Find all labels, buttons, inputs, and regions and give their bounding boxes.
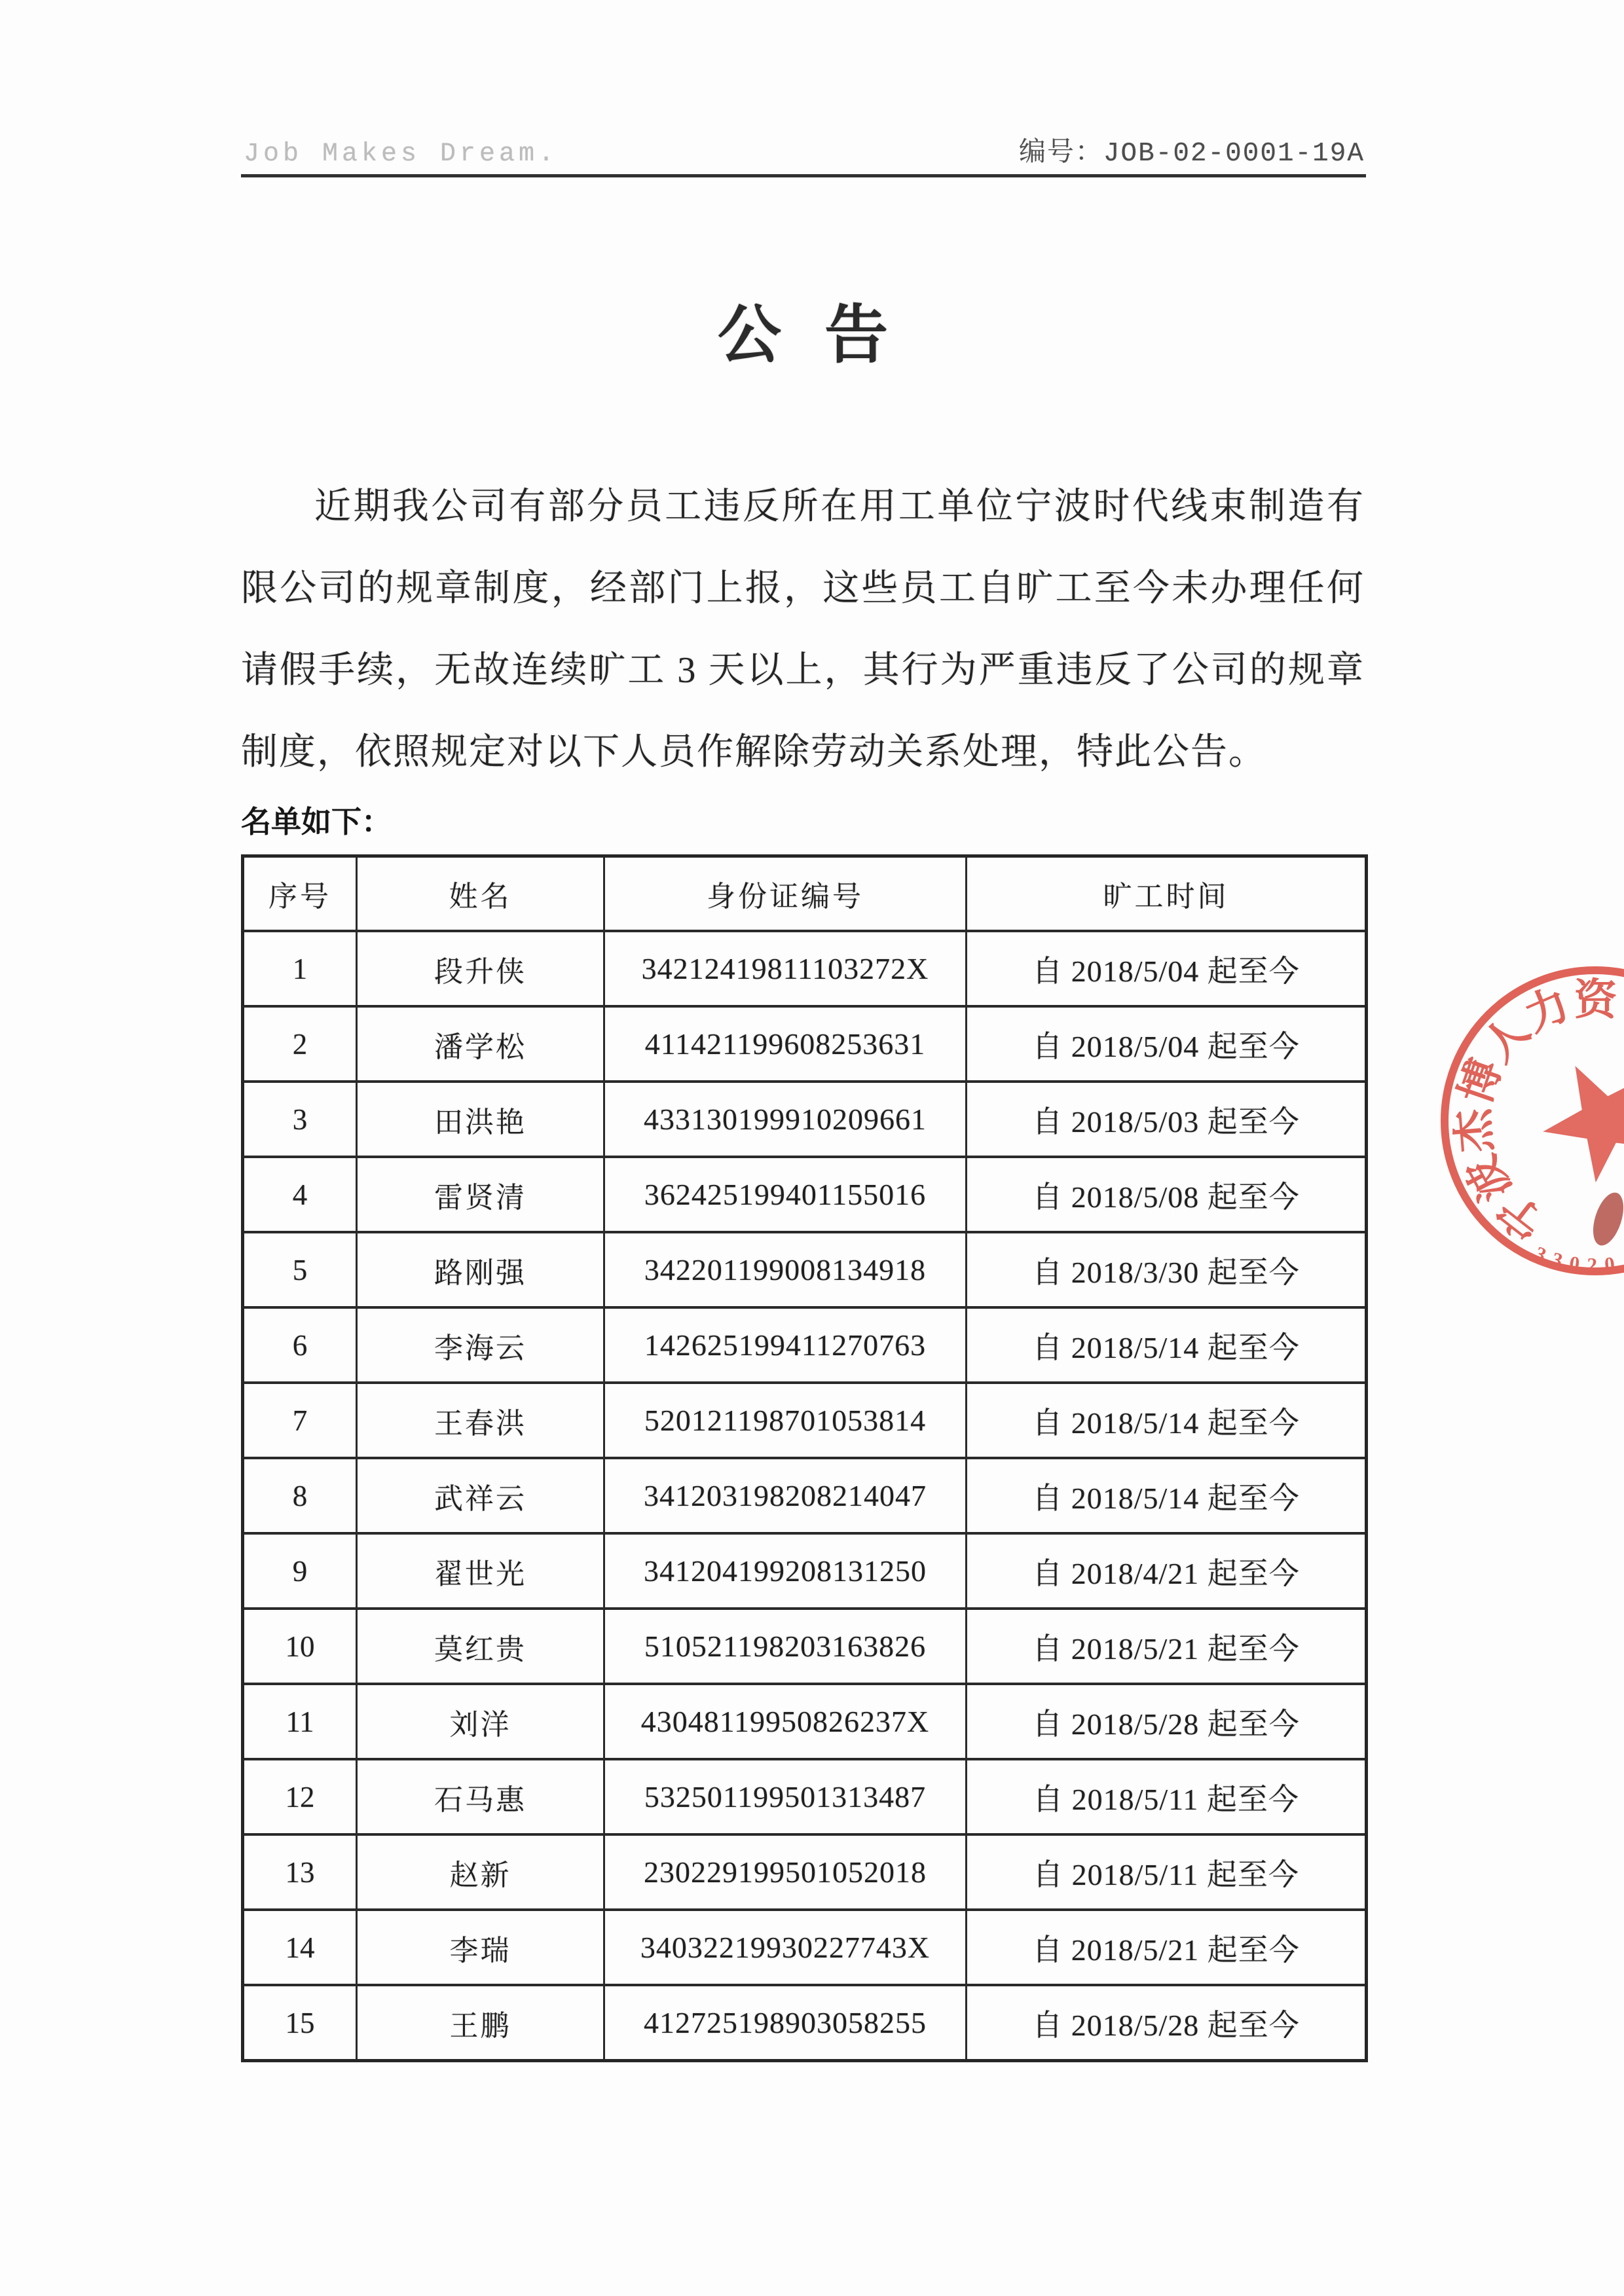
svg-text:0: 0	[1568, 1251, 1583, 1276]
cell-id: 341204199208131250	[604, 1533, 967, 1609]
cell-id: 142625199411270763	[604, 1307, 967, 1383]
cell-date: 自 2018/5/14 起至今	[967, 1383, 1367, 1458]
cell-seq: 5	[243, 1232, 357, 1307]
cell-name: 雷贤清	[357, 1157, 604, 1232]
header-cell-seq: 序号	[243, 856, 357, 932]
svg-text:3: 3	[1549, 1247, 1567, 1273]
cell-seq: 1	[243, 931, 357, 1006]
table-row	[243, 1609, 1367, 1684]
header-doc-number: 编号：JOB-02-0001-19A	[1018, 139, 1365, 169]
svg-text:宁: 宁	[1489, 1183, 1553, 1248]
cell-id: 412725198903058255	[604, 1985, 967, 2061]
cell-id: 342201199008134918	[604, 1232, 967, 1307]
cell-name: 路刚强	[357, 1232, 604, 1307]
cell-date: 自 2018/5/08 起至今	[967, 1157, 1367, 1232]
cell-id: 43048119950826237X	[604, 1684, 967, 1759]
stamp-arc-text	[1449, 976, 1618, 1248]
cell-seq: 13	[243, 1834, 357, 1910]
svg-text:2: 2	[1587, 1253, 1599, 1277]
cell-name: 王鹏	[357, 1985, 604, 2061]
cell-seq: 9	[243, 1533, 357, 1609]
cell-name: 赵新	[357, 1834, 604, 1910]
table-row	[243, 1006, 1367, 1082]
header-slogan: Job Makes Dream.	[244, 139, 559, 169]
svg-text:波: 波	[1458, 1147, 1521, 1209]
cell-id: 510521198203163826	[604, 1609, 967, 1684]
table-row	[243, 1910, 1367, 1985]
cell-seq: 12	[243, 1759, 357, 1834]
cell-id: 362425199401155016	[604, 1157, 967, 1232]
svg-text:0: 0	[1603, 1252, 1617, 1277]
svg-text:力: 力	[1517, 979, 1577, 1041]
cell-seq: 7	[243, 1383, 357, 1458]
cell-date: 自 2018/5/21 起至今	[967, 1609, 1367, 1684]
table-row	[243, 1985, 1367, 2061]
cell-name: 田洪艳	[357, 1082, 604, 1157]
table-row	[243, 1458, 1367, 1533]
stamp-svg	[1431, 957, 1624, 1285]
cell-id: 230229199501052018	[604, 1834, 967, 1910]
cell-seq: 2	[243, 1006, 357, 1082]
table-row	[243, 931, 1367, 1006]
cell-name: 李海云	[357, 1307, 604, 1383]
cell-id: 532501199501313487	[604, 1759, 967, 1834]
cell-date: 自 2018/5/04 起至今	[967, 1006, 1367, 1082]
cell-date: 自 2018/5/04 起至今	[967, 931, 1367, 1006]
cell-id: 520121198701053814	[604, 1383, 967, 1458]
cell-name: 武祥云	[357, 1458, 604, 1533]
cell-name: 刘洋	[357, 1684, 604, 1759]
table-row	[243, 1684, 1367, 1759]
table-row	[243, 1232, 1367, 1307]
cell-id: 411421199608253631	[604, 1006, 967, 1082]
header-cell-id: 身份证编号	[604, 856, 967, 932]
svg-text:杰: 杰	[1449, 1106, 1501, 1154]
company-stamp	[1431, 957, 1624, 1285]
cell-id: 341203198208214047	[604, 1458, 967, 1533]
cell-seq: 15	[243, 1985, 357, 2061]
cell-id: 433130199910209661	[604, 1082, 967, 1157]
table-row	[243, 1383, 1367, 1458]
stamp-star-icon	[1543, 1066, 1624, 1182]
table-row	[243, 1834, 1367, 1910]
svg-text:博: 博	[1451, 1053, 1511, 1110]
cell-date: 自 2018/5/14 起至今	[967, 1307, 1367, 1383]
cell-seq: 10	[243, 1609, 357, 1684]
header-cell-name: 姓名	[357, 856, 604, 932]
body-paragraph: 近期我公司有部分员工违反所在用工单位宁波时代线束制造有限公司的规章制度，经部门上报，这些员工自旷工至今未办理任何请假手续，无故连续旷工 3 天以上，其行为严重违反了公司的规章制度，依照规定对以下人员作解除劳动关系处理，特此公告。	[241, 486, 1365, 773]
table-row	[243, 1533, 1367, 1609]
roster-table	[241, 854, 1368, 2062]
cell-name: 潘学松	[357, 1006, 604, 1082]
cell-seq: 14	[243, 1910, 357, 1985]
cell-date: 自 2018/3/30 起至今	[967, 1232, 1367, 1307]
cell-date: 自 2018/5/11 起至今	[967, 1759, 1367, 1834]
table-row	[243, 1759, 1367, 1834]
cell-id: 34212419811103272X	[604, 931, 967, 1006]
doc-title: 公 告	[717, 301, 889, 371]
cell-seq: 6	[243, 1307, 357, 1383]
stamp-code	[1532, 1241, 1617, 1276]
cell-date: 自 2018/5/11 起至今	[967, 1834, 1367, 1910]
cell-date: 自 2018/5/21 起至今	[967, 1910, 1367, 1985]
cell-name: 石马惠	[357, 1759, 604, 1834]
cell-date: 自 2018/5/28 起至今	[967, 1684, 1367, 1759]
cell-seq: 8	[243, 1458, 357, 1533]
cell-name: 段升侠	[357, 931, 604, 1006]
header-cell-date: 旷工时间	[967, 856, 1367, 932]
cell-id: 34032219930227743X	[604, 1910, 967, 1985]
svg-text:资: 资	[1574, 976, 1617, 1025]
cell-date: 自 2018/5/14 起至今	[967, 1458, 1367, 1533]
cell-date: 自 2018/5/03 起至今	[967, 1082, 1367, 1157]
cell-date: 自 2018/4/21 起至今	[967, 1533, 1367, 1609]
table-row	[243, 1082, 1367, 1157]
table-row	[243, 1157, 1367, 1232]
table-header-row	[243, 856, 1367, 932]
header-divider-line	[241, 174, 1366, 177]
stamp-smudge	[1587, 1189, 1624, 1249]
cell-seq: 4	[243, 1157, 357, 1232]
svg-text:3: 3	[1531, 1241, 1551, 1267]
cell-name: 翟世光	[357, 1533, 604, 1609]
stamp-ring	[1445, 970, 1624, 1271]
cell-name: 李瑞	[357, 1910, 604, 1985]
cell-seq: 3	[243, 1082, 357, 1157]
list-label: 名单如下：	[241, 805, 392, 839]
cell-name: 莫红贵	[357, 1609, 604, 1684]
roster-table-wrap	[241, 854, 1368, 2062]
cell-seq: 11	[243, 1684, 357, 1759]
table-row	[243, 1307, 1367, 1383]
cell-date: 自 2018/5/28 起至今	[967, 1985, 1367, 2061]
svg-text:人: 人	[1474, 1006, 1540, 1072]
cell-name: 王春洪	[357, 1383, 604, 1458]
